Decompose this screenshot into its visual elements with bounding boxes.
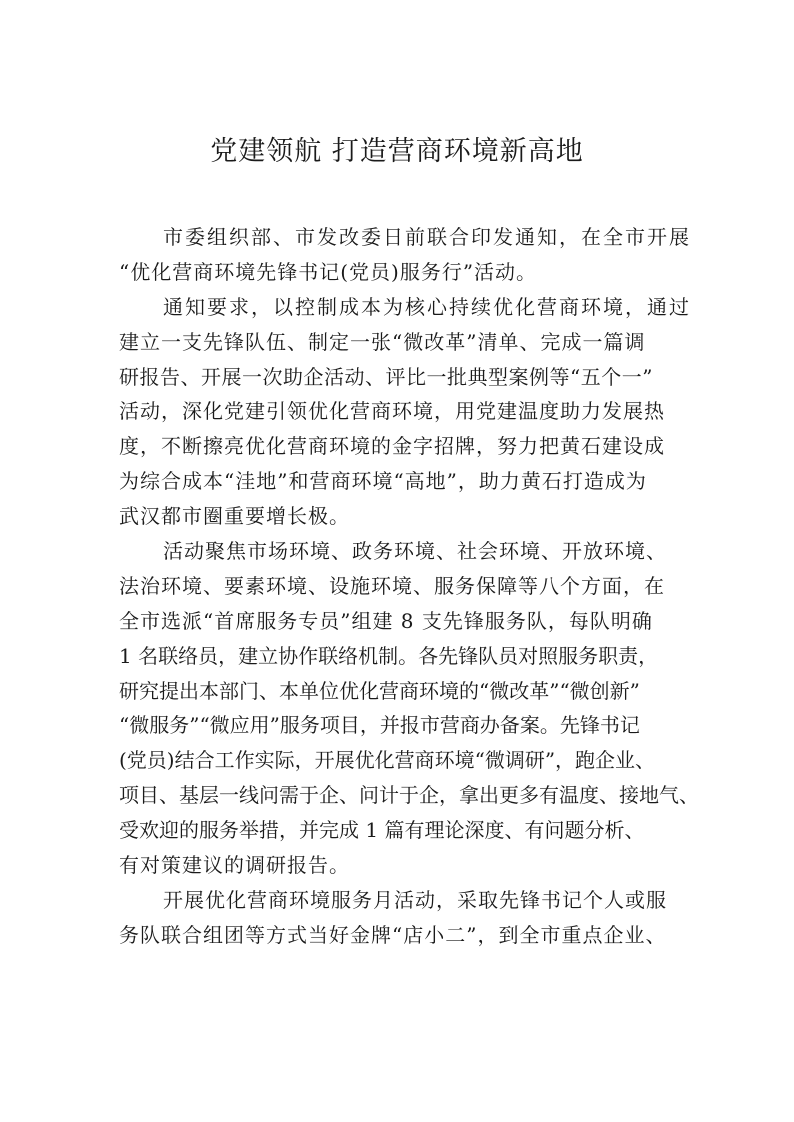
paragraph-line: 项目、基层一线问需于企、问计于企，拿出更多有温度、接地气、 [119,783,699,808]
paragraph-line: 法治环境、要素环境、设施环境、服务保障等八个方面，在 [119,573,665,598]
paragraph-line: 活动，深化党建引领优化营商环境，用党建温度助力发展热 [119,399,665,424]
paragraph-line: 全市选派“首席服务专员”组建 8 支先锋服务队，每队明确 [119,608,653,633]
paragraph-line: “优化营商环境先锋书记(党员)服务行”活动。 [119,259,538,284]
paragraph-line: 1 名联络员，建立协作联络机制。各先锋队员对照服务职责， [119,643,659,668]
paragraph-line: 为综合成本“洼地”和营商环境“高地”，助力黄石打造成为 [119,469,647,494]
paragraph-line: 活动聚焦市场环境、政务环境、社会环境、开放环境、 [163,539,667,564]
paragraph-line: 受欢迎的服务举措，并完成 1 篇有理论深度、有问题分析、 [119,818,645,843]
paragraph-line: 度，不断擦亮优化营商环境的金字招牌，努力把黄石建设成 [119,434,665,459]
paragraph-line: 研究提出本部门、本单位优化营商环境的“微改革”“微创新” [119,678,640,703]
paragraph-line: 通知要求，以控制成本为核心持续优化营商环境，通过 [163,294,691,319]
paragraph-line: 研报告、开展一次助企活动、评比一批典型案例等“五个一” [119,364,653,389]
paragraph-line: 务队联合组团等方式当好金牌“店小二”，到全市重点企业、 [119,922,667,947]
paragraph-line: (党员)结合工作实际，开展优化营商环境“微调研”，跑企业、 [119,748,656,773]
document-title: 党建领航 打造营商环境新高地 [210,136,584,167]
paragraph-line: 开展优化营商环境服务月活动，采取先锋书记个人或服 [163,887,667,912]
paragraph-line: 武汉都市圈重要增长极。 [119,504,350,529]
paragraph-line: “微服务”“微应用”服务项目，并报市营商办备案。先锋书记 [119,713,640,738]
paragraph-line: 有对策建议的调研报告。 [119,853,350,878]
document-body [119,220,699,953]
paragraph-line: 建立一支先锋队伍、制定一张“微改革”清单、完成一篇调 [119,329,646,354]
paragraph-line: 市委组织部、市发改委日前联合印发通知，在全市开展 [163,225,691,249]
